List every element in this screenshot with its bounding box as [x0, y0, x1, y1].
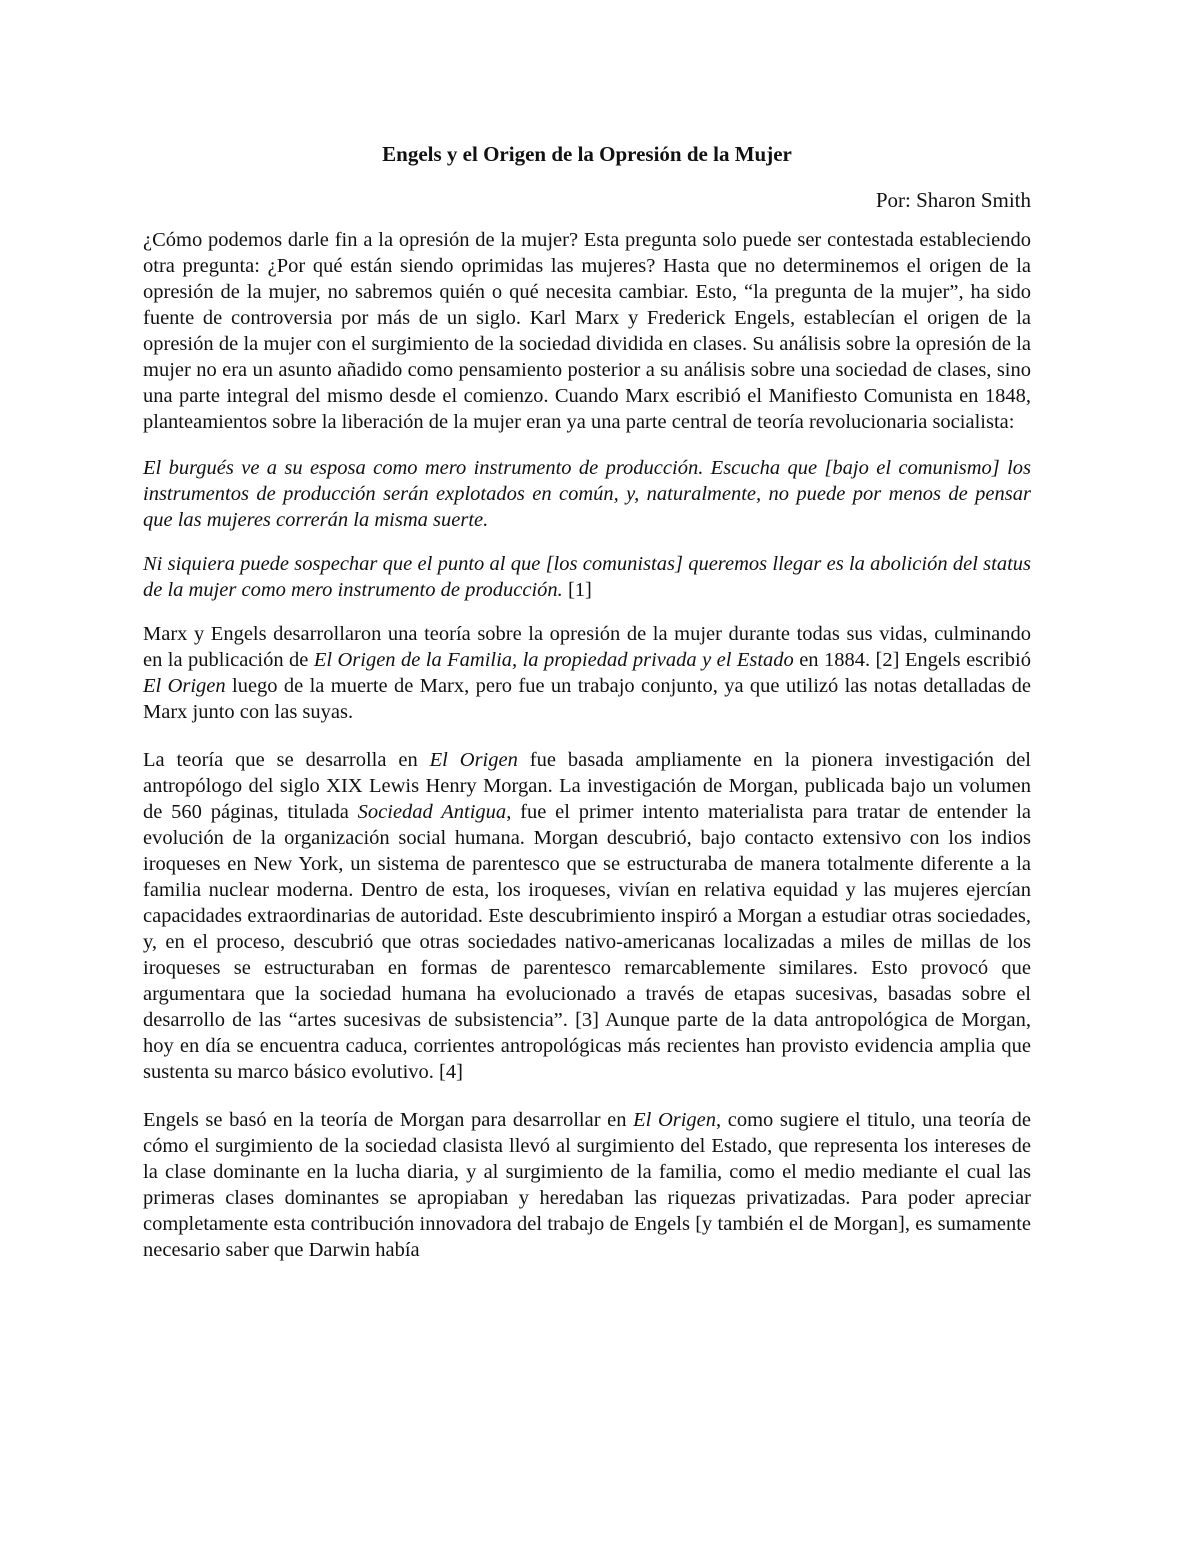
book-title-sociedad-antigua: Sociedad Antigua — [357, 801, 507, 823]
p2-text-a: Marx y Engels desarrollaron una teoría sobre la opresión de la mujer durante todas sus vidas, culminando en la publicación de — [143, 623, 1031, 671]
document-page — [143, 140, 1031, 1285]
p2-text-c: en 1884. [2] Engels escribió — [793, 649, 1031, 671]
paragraph-marx-engels — [143, 621, 1031, 725]
p4-text-a: Engels se basó en la teoría de Morgan para desarrollar en — [143, 1109, 634, 1131]
paragraph-engels-estado — [143, 1107, 1031, 1263]
p3-text-a: La teoría que se desarrolla en — [143, 749, 430, 771]
paragraph-morgan — [143, 747, 1031, 1085]
p3-text-c: fue basada ampliamente en la pionera investigación del antropólogo del siglo XIX Lewis Henry Morgan. La investigación de Morgan, publicada bajo un volumen de 560 páginas, titulada — [143, 749, 1031, 823]
footnote-ref-1[interactable]: [1] — [562, 579, 592, 601]
book-title-el-origen: El Origen — [633, 1109, 717, 1131]
book-title-el-origen: El Origen — [429, 749, 518, 771]
p3-text-e: , fue el primer intento materialista para tratar de entender la evolución de la organización social humana. Morgan descubrió, bajo contacto extensivo con los indios iroqueses en New York, un sistema de parentesco que se estructuraba de manera totalmente diferente a la familia nuclear moderna. Dentro de esta, los iroqueses, vivían en relativa equidad y las mujeres ejercían capacidades extraordinarias de autoridad. Este descubrimiento inspiró a Morgan a estudiar otras sociedades, y, en el proceso, descubrió que otras sociedades nativo-americanas localizadas a miles de millas de los iroqueses se estructuraban en formas de parentesco remarcablemente similares. Esto provocó que argumentara que la sociedad humana ha evolucionado a través de etapas sucesivas, basadas sobre el desarrollo de las “artes sucesivas de subsistencia”. [3] Aunque parte de la data antropológica de Morgan, hoy en día se encuentra caduca, corrientes antropológicas más recientes han provisto evidencia amplia que sustenta su marco básico evolutivo. [4] — [143, 801, 1032, 1083]
quote-manifesto-2 — [143, 551, 1031, 603]
quote-manifesto-2-text: Ni siquiera puede sospechar que el punto al que [los comunistas] queremos llegar es la abolición del status de la mujer como mero instrumento de producción. — [143, 553, 1031, 601]
p2-text-e: luego de la muerte de Marx, pero fue un trabajo conjunto, ya que utilizó las notas detalladas de Marx junto con las suyas. — [143, 675, 1032, 723]
quote-manifesto-1: El burgués ve a su esposa como mero instrumento de producción. Escucha que [bajo el comunismo] los instrumentos de producción serán explotados en común, y, naturalmente, no puede por menos de pensar que las mujeres correrán la misma suerte. — [143, 457, 1031, 531]
author-byline: Por: Sharon Smith — [875, 188, 1031, 212]
paragraph-intro: ¿Cómo podemos darle fin a la opresión de la mujer? Esta pregunta solo puede ser contestada estableciendo otra pregunta: ¿Por qué están siendo oprimidas las mujeres? Hasta que no determinemos el origen de la opresión de la mujer, no sabremos quién o qué necesita cambiar. Esto, “la pregunta de la mujer”, ha sido fuente de controversia por más de un siglo. Karl Marx y Frederick Engels, establecían el origen de la opresión de la mujer con el surgimiento de la sociedad dividida en clases. Su análisis sobre la opresión de la mujer no era un asunto añadido como pensamiento posterior a su análisis sobre una sociedad de clases, sino una parte integral del mismo desde el comienzo. Cuando Marx escribió el Manifiesto Comunista en 1848, planteamientos sobre la liberación de la mujer eran ya una parte central de teoría revolucionaria socialista: — [143, 229, 1031, 433]
book-title-el-origen: El Origen — [143, 675, 226, 697]
book-title-origen-familia: El Origen de la Familia, la propiedad privada y el Estado — [313, 649, 794, 671]
p4-text-c: , como sugiere el titulo, una teoría de cómo el surgimiento de la sociedad clasista llevó al surgimiento del Estado, que representa los intereses de la clase dominante en la lucha diaria, y al surgimiento de la familia, como el medio mediante el cual las primeras clases dominantes se apropiaban y heredaban las riquezas privatizadas. Para poder apreciar completamente esta contribución innovadora del trabajo de Engels [y también el de Morgan], es sumamente necesario saber que Darwin había — [143, 1109, 1031, 1261]
document-title: Engels y el Origen de la Opresión de la Mujer — [382, 142, 792, 166]
